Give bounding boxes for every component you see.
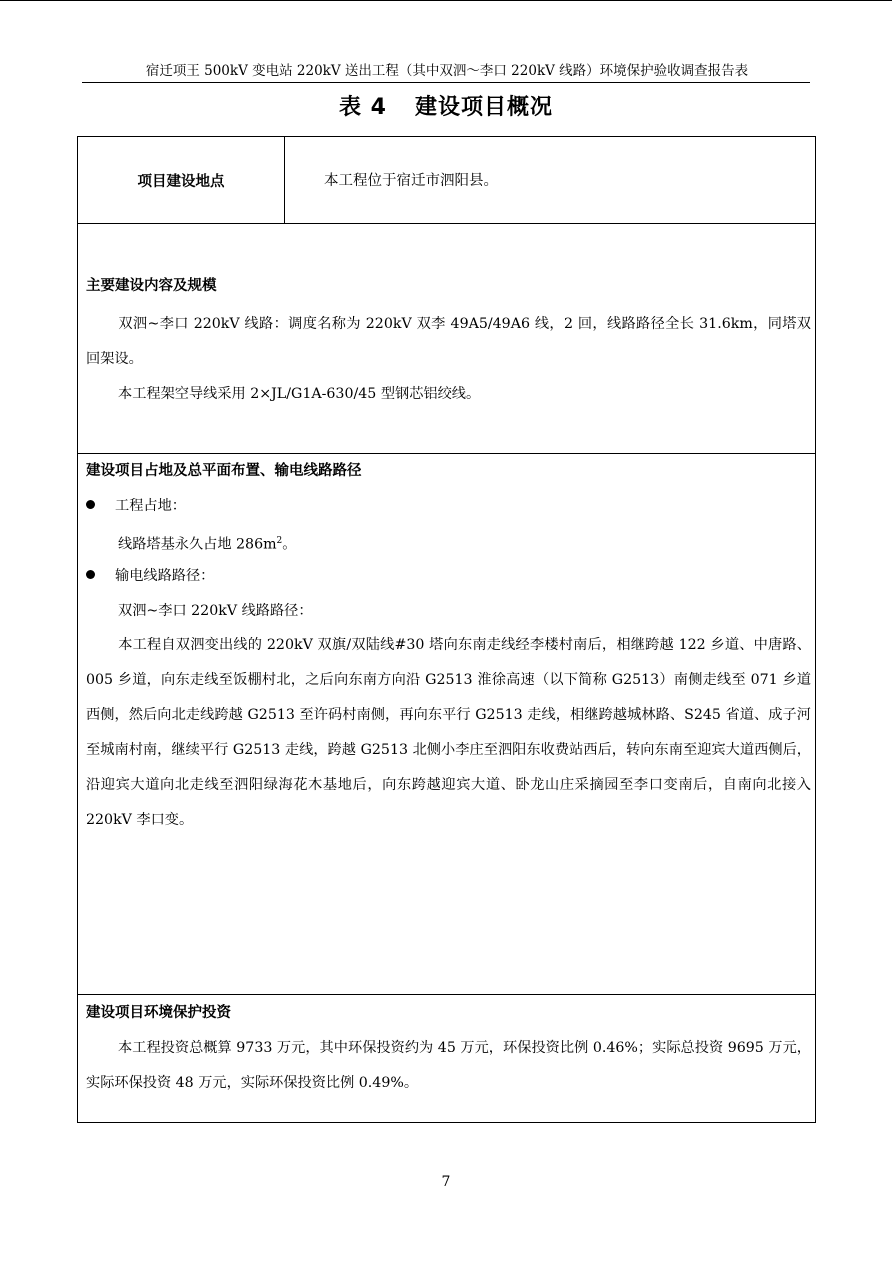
route-bullet: 输电线路路径： <box>86 566 214 586</box>
location-label: 项目建设地点 <box>78 137 285 223</box>
header-rule <box>82 82 810 83</box>
top-border-line <box>0 0 892 1</box>
location-value: 本工程位于宿迁市泗阳县。 <box>324 173 498 189</box>
investment-heading: 建设项目环境保护投资 <box>86 1005 231 1021</box>
route-subtitle: 双泗~李口 220kV 线路路径： <box>118 603 313 619</box>
layout-section <box>78 454 815 995</box>
route-description: 本工程自双泗变出线的 220kV 双旗/双陆线#30 塔向东南走线经李楼村南后，相继跨越 122 乡道、中唐路、005 乡道，向东走线至饭棚村北，之后向东南方向沿 G2513 淮徐高速（以下简称 G2513）南侧走线至 071 乡道西侧，然后向北走线跨越 G2513 至许码村南侧，再向东平行 G2513 走线，相继跨越城林路、S245 省道、成子河至城南村南，继续平行 G2513 走线，跨越 G2513 北侧小李庄至泗阳东收费站西后，转向东南至迎宾大道西侧后，沿迎宾大道向北走线至泗阳绿海花木基地后，向东跨越迎宾大道、卧龙山庄采摘园至李口变南后，自南向北接入 220kV 李口变。 <box>86 637 811 828</box>
investment-text: 本工程投资总概算 9733 万元，其中环保投资约为 45 万元，环保投资比例 0.46%；实际总投资 9695 万元，实际环保投资 48 万元，实际环保投资比例 0.49%。 <box>86 1040 811 1091</box>
bullet-dot-icon <box>86 570 95 579</box>
land-use-text: 线路塔基永久占地 $286m^2$。 <box>118 536 297 553</box>
construction-section <box>78 224 815 454</box>
layout-heading: 建设项目占地及总平面布置、输电线路路径 <box>86 463 362 479</box>
construction-paragraph-2: 本工程架空导线采用 2×JL/G1A-630/45 型钢芯铝绞线。 <box>118 386 481 402</box>
page-number: 7 <box>441 1174 451 1190</box>
table-number: 表 4 <box>339 95 387 120</box>
table-title: 建设项目概况 <box>414 95 553 120</box>
page-title <box>0 92 892 124</box>
construction-paragraph-1: 双泗~李口 220kV 线路：调度名称为 220kV 双李 49A5/49A6 线，2 回，线路路径全长 31.6km，同塔双回架设。 <box>86 316 811 367</box>
project-overview-table <box>77 136 816 1123</box>
bullet-dot-icon <box>86 500 95 509</box>
land-use-bullet: 工程占地： <box>86 496 186 516</box>
running-header: 宿迁项王 500kV 变电站 220kV 送出工程（其中双泗～李口 220kV 线路）环境保护验收调查报告表 <box>145 63 749 79</box>
investment-section <box>78 995 815 1122</box>
construction-heading: 主要建设内容及规模 <box>86 278 217 294</box>
location-row <box>78 137 815 224</box>
